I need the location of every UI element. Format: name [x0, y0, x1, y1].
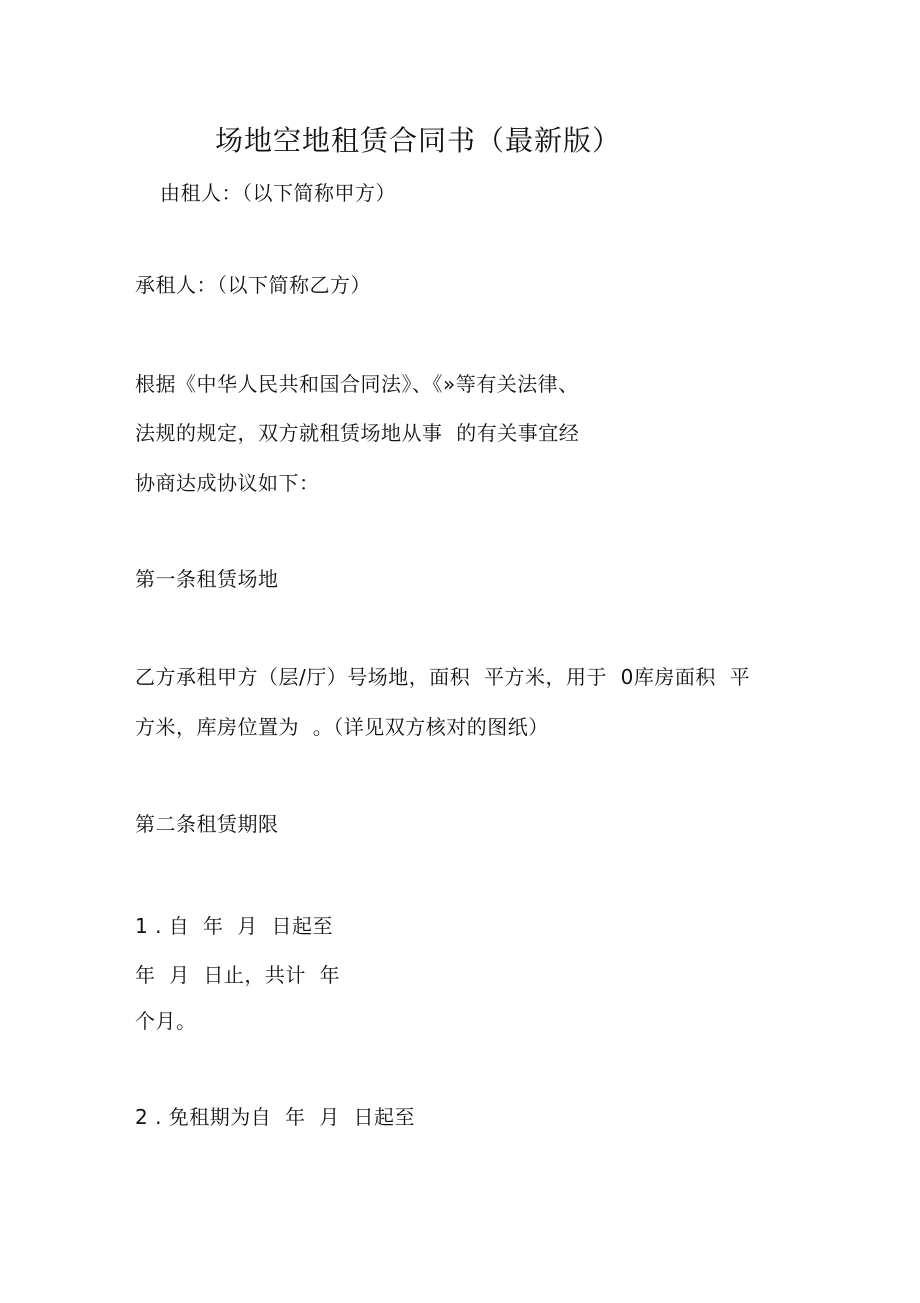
intro-line-1: 根据《中华人民共和国合同法》、《»等有关法律、	[135, 372, 579, 396]
lessor-line: 由租人：（以下简称甲方）	[160, 181, 396, 205]
article2-item1-line-2: 年 月 日止，共计 年	[135, 963, 341, 987]
document-title: 场地空地租赁合同书（最新版）	[215, 124, 622, 157]
article1-heading: 第一条租赁场地	[135, 567, 279, 591]
article2-item2-line: 2 . 免租期为自 年 月 日起至	[135, 1105, 415, 1129]
article2-item1-line-3: 个月。	[135, 1009, 197, 1033]
lessee-line: 承租人：（以下简称乙方）	[135, 273, 371, 297]
article2-heading: 第二条租赁期限	[135, 812, 279, 836]
intro-line-3: 协商达成协议如下：	[135, 471, 320, 495]
intro-line-2: 法规的规定，双方就租赁场地从事 的有关事宜经	[135, 421, 580, 445]
article1-line-1: 乙方承租甲方（层/厅）号场地，面积 平方米，用于 0库房面积 平	[135, 665, 751, 689]
article1-line-2: 方米，库房位置为 。（详见双方核对的图纸）	[135, 715, 549, 739]
article2-item1-line-1: 1 . 自 年 月 日起至	[135, 914, 333, 938]
